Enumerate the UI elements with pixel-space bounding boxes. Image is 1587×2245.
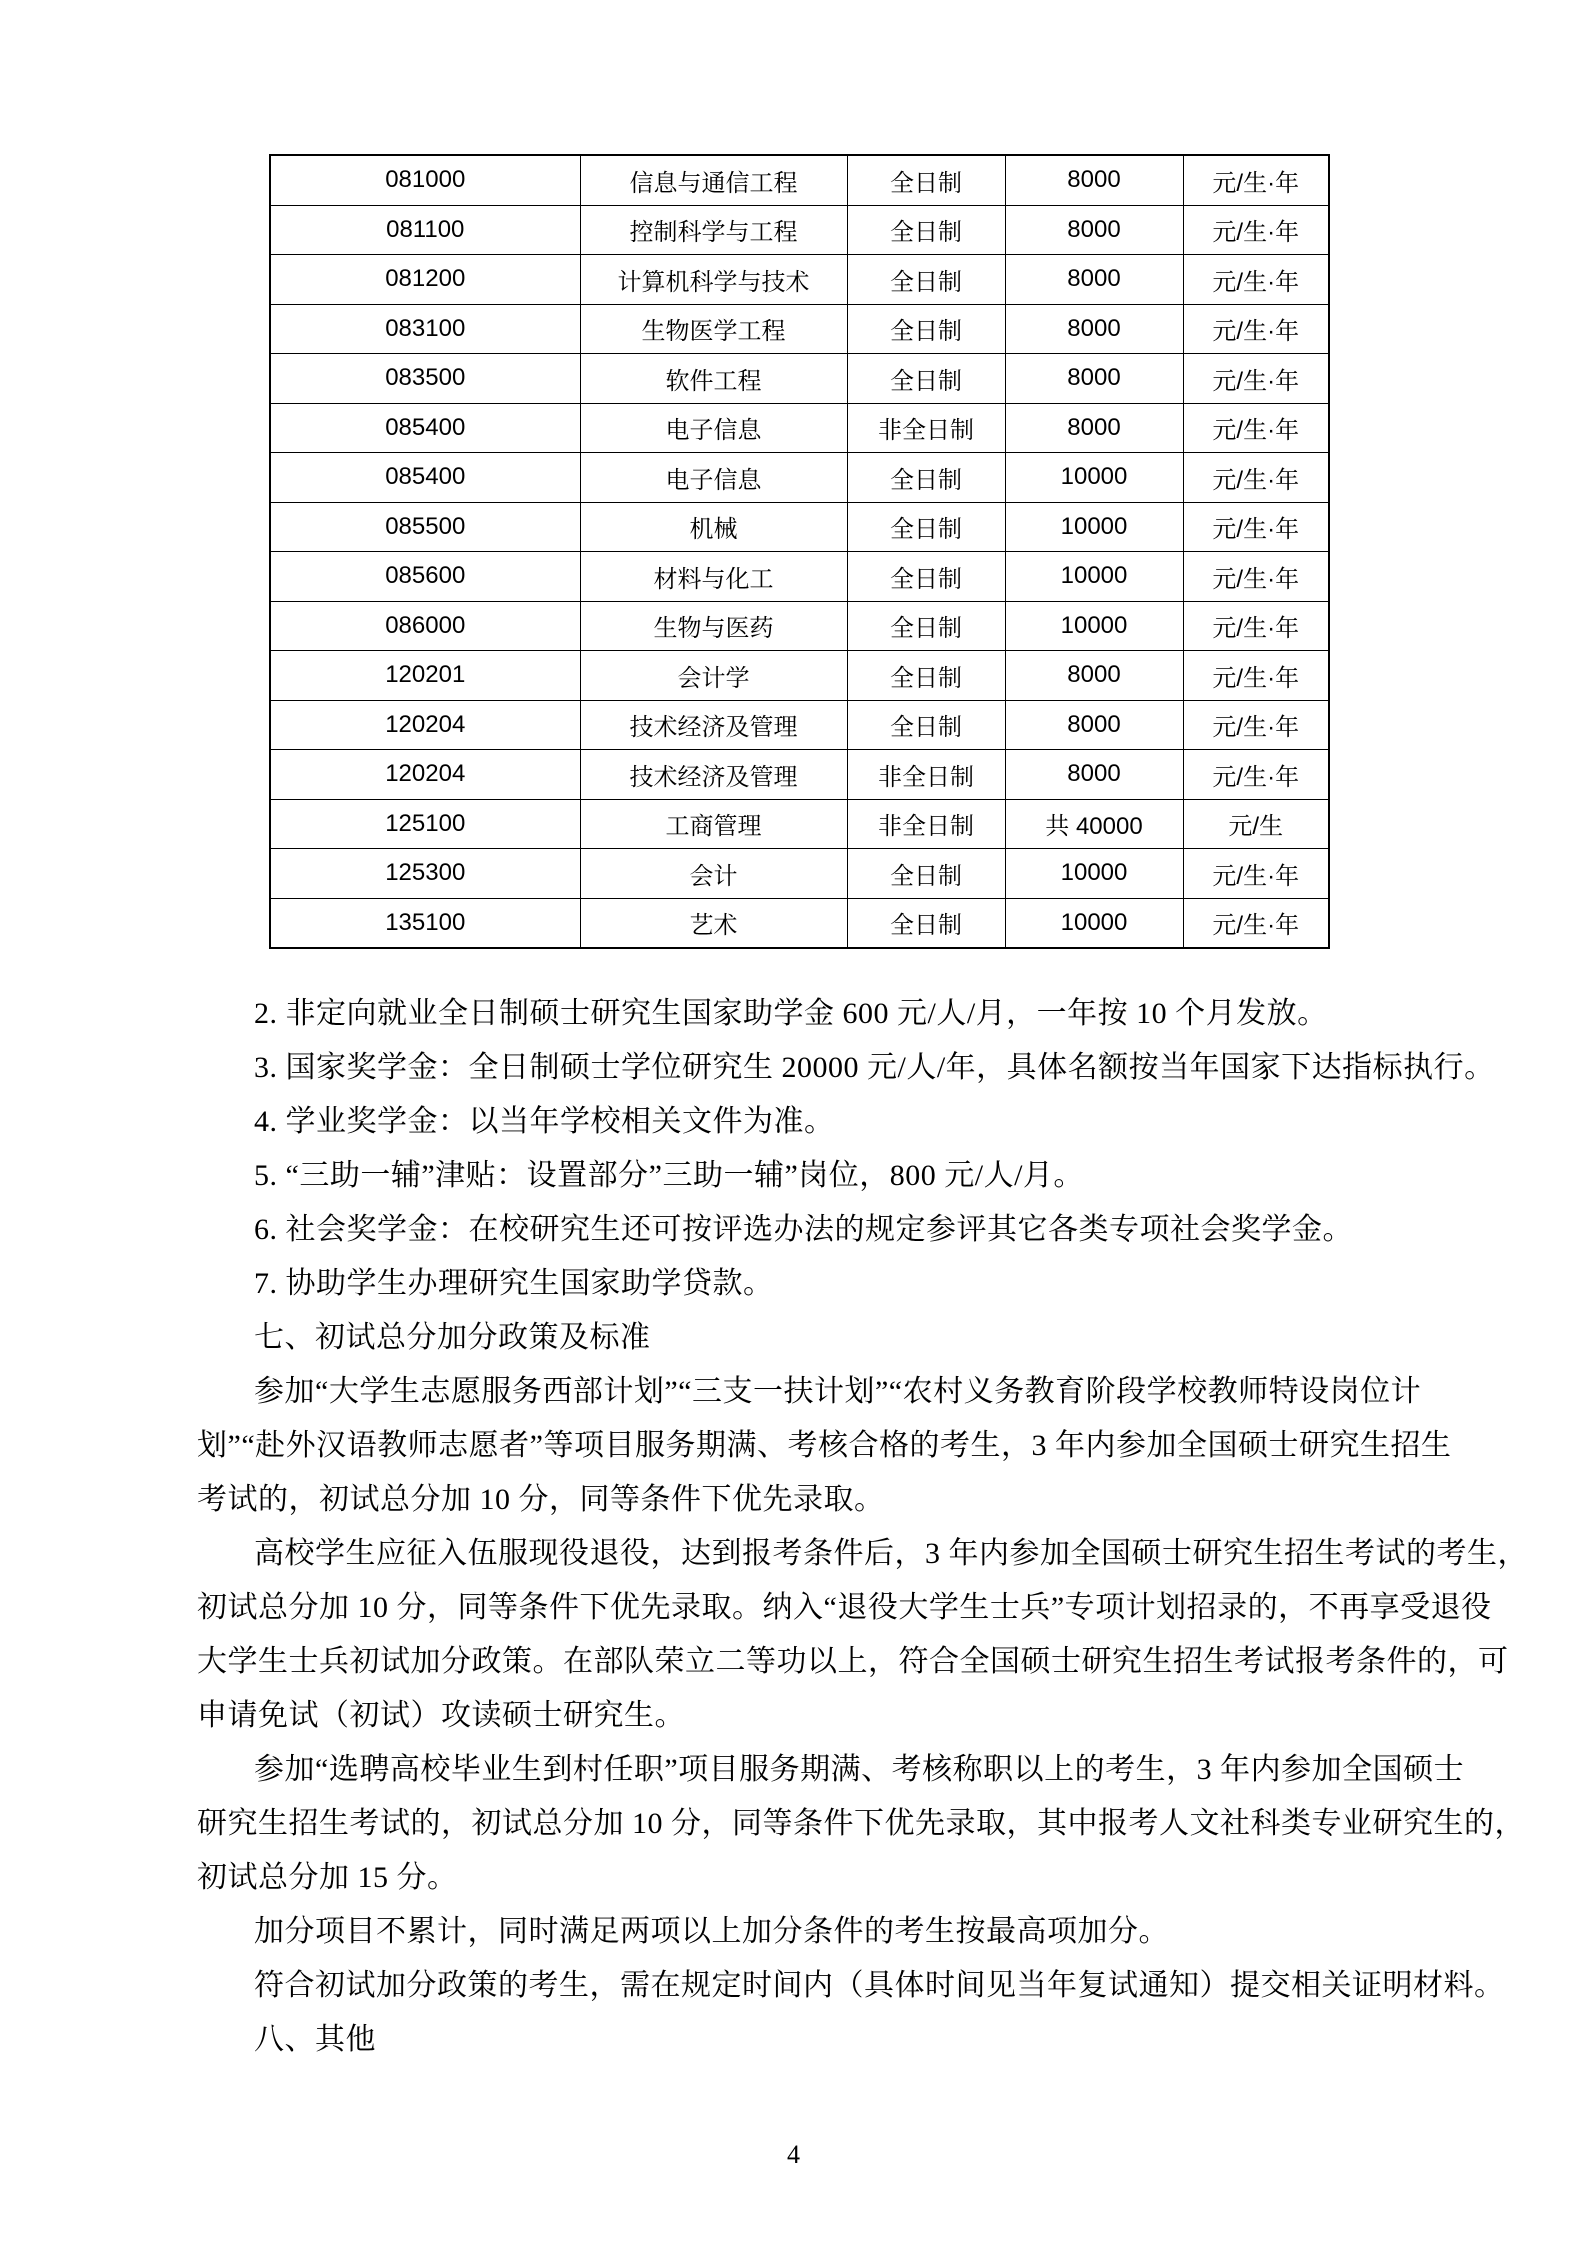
cell-study-mode: 全日制 [847,502,1005,552]
cell-tuition-fee: 8000 [1005,651,1183,701]
cell-tuition-fee: 10000 [1005,453,1183,503]
cell-study-mode: 非全日制 [847,799,1005,849]
table-row [270,205,1329,255]
body-text-line: 高校学生应征入伍服现役退役，达到报考条件后，3 年内参加全国硕士研究生招生考试的考生， [254,1537,1528,1570]
cell-tuition-fee: 10000 [1005,601,1183,651]
body-text-line: 划”“赴外汉语教师志愿者”等项目服务期满、考核合格的考生，3 年内参加全国硕士研究生招生 [197,1429,1452,1462]
cell-major-code: 120204 [270,700,580,750]
cell-tuition-fee: 10000 [1005,502,1183,552]
cell-major-name: 计算机科学与技术 [580,255,847,305]
cell-tuition-fee: 8000 [1005,403,1183,453]
cell-major-name: 机械 [580,502,847,552]
table-row [270,453,1329,503]
cell-major-name: 软件工程 [580,354,847,404]
cell-major-name: 生物医学工程 [580,304,847,354]
cell-study-mode: 全日制 [847,849,1005,899]
cell-fee-unit: 元/生·年 [1183,651,1329,701]
cell-study-mode: 全日制 [847,651,1005,701]
cell-fee-unit: 元/生·年 [1183,700,1329,750]
cell-major-name: 电子信息 [580,453,847,503]
cell-tuition-fee: 10000 [1005,849,1183,899]
cell-major-name: 会计学 [580,651,847,701]
table-row [270,651,1329,701]
body-text-line: 大学生士兵初试加分政策。在部队荣立二等功以上，符合全国硕士研究生招生考试报考条件的，可 [197,1645,1509,1678]
cell-major-code: 125100 [270,799,580,849]
body-text-line: 七、初试总分加分政策及标准 [254,1321,651,1354]
cell-major-name: 会计 [580,849,847,899]
body-text-line: 研究生招生考试的，初试总分加 10 分，同等条件下优先录取，其中报考人文社科类专业研究生的， [197,1807,1525,1840]
cell-fee-unit: 元/生·年 [1183,354,1329,404]
cell-major-name: 艺术 [580,898,847,948]
cell-study-mode: 全日制 [847,205,1005,255]
cell-fee-unit: 元/生·年 [1183,155,1329,205]
cell-major-code: 081000 [270,155,580,205]
cell-major-code: 120204 [270,750,580,800]
cell-major-code: 081200 [270,255,580,305]
cell-tuition-fee: 8000 [1005,700,1183,750]
cell-study-mode: 全日制 [847,155,1005,205]
cell-study-mode: 全日制 [847,552,1005,602]
table-row [270,898,1329,948]
cell-major-code: 081100 [270,205,580,255]
body-text-line: 5. “三助一辅”津贴：设置部分”三助一辅”岗位，800 元/人/月。 [254,1159,1084,1192]
body-text-line: 初试总分加 15 分。 [197,1861,458,1894]
cell-major-name: 信息与通信工程 [580,155,847,205]
cell-tuition-fee: 10000 [1005,552,1183,602]
table-row [270,354,1329,404]
cell-fee-unit: 元/生·年 [1183,898,1329,948]
tuition-fee-table [269,154,1330,949]
cell-fee-unit: 元/生·年 [1183,403,1329,453]
table-row [270,601,1329,651]
table-row [270,552,1329,602]
cell-study-mode: 全日制 [847,304,1005,354]
cell-study-mode: 全日制 [847,601,1005,651]
cell-study-mode: 全日制 [847,898,1005,948]
cell-fee-unit: 元/生·年 [1183,304,1329,354]
cell-major-code: 135100 [270,898,580,948]
cell-study-mode: 全日制 [847,354,1005,404]
cell-fee-unit: 元/生·年 [1183,552,1329,602]
cell-major-name: 技术经济及管理 [580,750,847,800]
body-text [197,987,1528,2067]
cell-fee-unit: 元/生·年 [1183,205,1329,255]
body-text-line: 加分项目不累计，同时满足两项以上加分条件的考生按最高项加分。 [254,1915,1169,1948]
cell-major-code: 085400 [270,453,580,503]
cell-fee-unit: 元/生·年 [1183,255,1329,305]
cell-major-name: 生物与医药 [580,601,847,651]
body-text-line: 参加“大学生志愿服务西部计划”“三支一扶计划”“农村义务教育阶段学校教师特设岗位计 [254,1375,1422,1408]
cell-fee-unit: 元/生 [1183,799,1329,849]
cell-major-name: 电子信息 [580,403,847,453]
table-row [270,799,1329,849]
cell-major-code: 125300 [270,849,580,899]
body-text-line: 7. 协助学生办理研究生国家助学贷款。 [254,1267,774,1300]
cell-tuition-fee: 10000 [1005,898,1183,948]
cell-major-name: 材料与化工 [580,552,847,602]
table-row [270,304,1329,354]
cell-major-code: 083500 [270,354,580,404]
cell-major-name: 控制科学与工程 [580,205,847,255]
body-text-line: 参加“选聘高校毕业生到村任职”项目服务期满、考核称职以上的考生，3 年内参加全国硕士 [254,1753,1465,1786]
body-text-line: 八、其他 [254,2023,376,2056]
cell-major-code: 086000 [270,601,580,651]
cell-major-code: 085600 [270,552,580,602]
cell-study-mode: 全日制 [847,700,1005,750]
body-text-line: 3. 国家奖学金：全日制硕士学位研究生 20000 元/人/年，具体名额按当年国家下达指标执行。 [254,1051,1495,1084]
body-text-line: 申请免试（初试）攻读硕士研究生。 [197,1699,685,1732]
cell-tuition-fee: 8000 [1005,255,1183,305]
cell-tuition-fee: 8000 [1005,205,1183,255]
body-text-line: 初试总分加 10 分，同等条件下优先录取。纳入“退役大学生士兵”专项计划招录的，不再享受退役 [197,1591,1492,1624]
body-text-line: 2. 非定向就业全日制硕士研究生国家助学金 600 元/人/月，一年按 10 个月发放。 [254,997,1328,1030]
table-row [270,502,1329,552]
cell-major-name: 技术经济及管理 [580,700,847,750]
cell-fee-unit: 元/生·年 [1183,849,1329,899]
cell-tuition-fee: 8000 [1005,354,1183,404]
cell-fee-unit: 元/生·年 [1183,750,1329,800]
cell-major-code: 085500 [270,502,580,552]
table-row [270,255,1329,305]
body-text-line: 6. 社会奖学金：在校研究生还可按评选办法的规定参评其它各类专项社会奖学金。 [254,1213,1353,1246]
cell-tuition-fee: 8000 [1005,304,1183,354]
cell-fee-unit: 元/生·年 [1183,453,1329,503]
table-row [270,155,1329,205]
table-row [270,750,1329,800]
cell-tuition-fee: 共 40000 [1005,799,1183,849]
body-text-line: 4. 学业奖学金：以当年学校相关文件为准。 [254,1105,835,1138]
cell-major-code: 085400 [270,403,580,453]
cell-study-mode: 非全日制 [847,750,1005,800]
cell-fee-unit: 元/生·年 [1183,502,1329,552]
cell-study-mode: 全日制 [847,255,1005,305]
cell-study-mode: 非全日制 [847,403,1005,453]
table-row [270,403,1329,453]
page-number: 4 [787,2140,800,2169]
cell-tuition-fee: 8000 [1005,155,1183,205]
cell-fee-unit: 元/生·年 [1183,601,1329,651]
table-row [270,700,1329,750]
body-text-line: 符合初试加分政策的考生，需在规定时间内（具体时间见当年复试通知）提交相关证明材料。 [254,1969,1505,2002]
cell-tuition-fee: 8000 [1005,750,1183,800]
cell-major-name: 工商管理 [580,799,847,849]
body-text-line: 考试的，初试总分加 10 分，同等条件下优先录取。 [197,1483,885,1516]
cell-major-code: 083100 [270,304,580,354]
cell-major-code: 120201 [270,651,580,701]
tuition-fee-table-body [270,155,1329,948]
table-row [270,849,1329,899]
cell-study-mode: 全日制 [847,453,1005,503]
